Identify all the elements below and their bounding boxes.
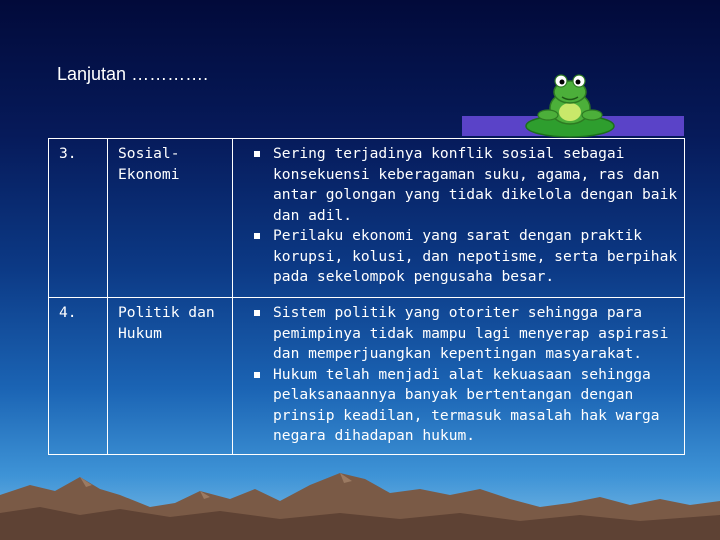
list-item: Sistem politik yang otoriter sehingga para pemimpinya tidak mampu lagi menyerap aspirasi dan memperjuangkan kepentingan masyarakat. <box>254 303 684 365</box>
list-item: Perilaku ekonomi yang sarat dengan praktik korupsi, kolusi, dan nepotisme, serta berpihak pada sekelompok pengusaha besar. <box>254 226 684 288</box>
row-description <box>233 298 685 455</box>
row-description <box>233 139 685 298</box>
list-item: Sering terjadinya konflik sosial sebagai konsekuensi keberagaman suku, agama, ras dan antar golongan yang tidak dikelola dengan baik dan adil. <box>254 144 684 226</box>
table-row <box>49 139 685 298</box>
row-number: 4. <box>49 298 108 455</box>
slide-title: Lanjutan …………. <box>57 64 209 84</box>
row-category: Sosial-Ekonomi <box>108 139 233 298</box>
mountains-illustration <box>0 455 720 540</box>
list-item: Hukum telah menjadi alat kekuasaan sehingga pelaksanaannya banyak bertentangan dengan prinsip keadilan, termasuk masalah hak warga negara dihadapan hukum. <box>254 365 684 447</box>
content-table <box>48 138 685 455</box>
row-number: 3. <box>49 139 108 298</box>
frog-icon <box>520 70 620 140</box>
table-row <box>49 298 685 455</box>
row-category: Politik dan Hukum <box>108 298 233 455</box>
bullet-list <box>233 303 684 447</box>
bullet-list <box>233 144 684 288</box>
